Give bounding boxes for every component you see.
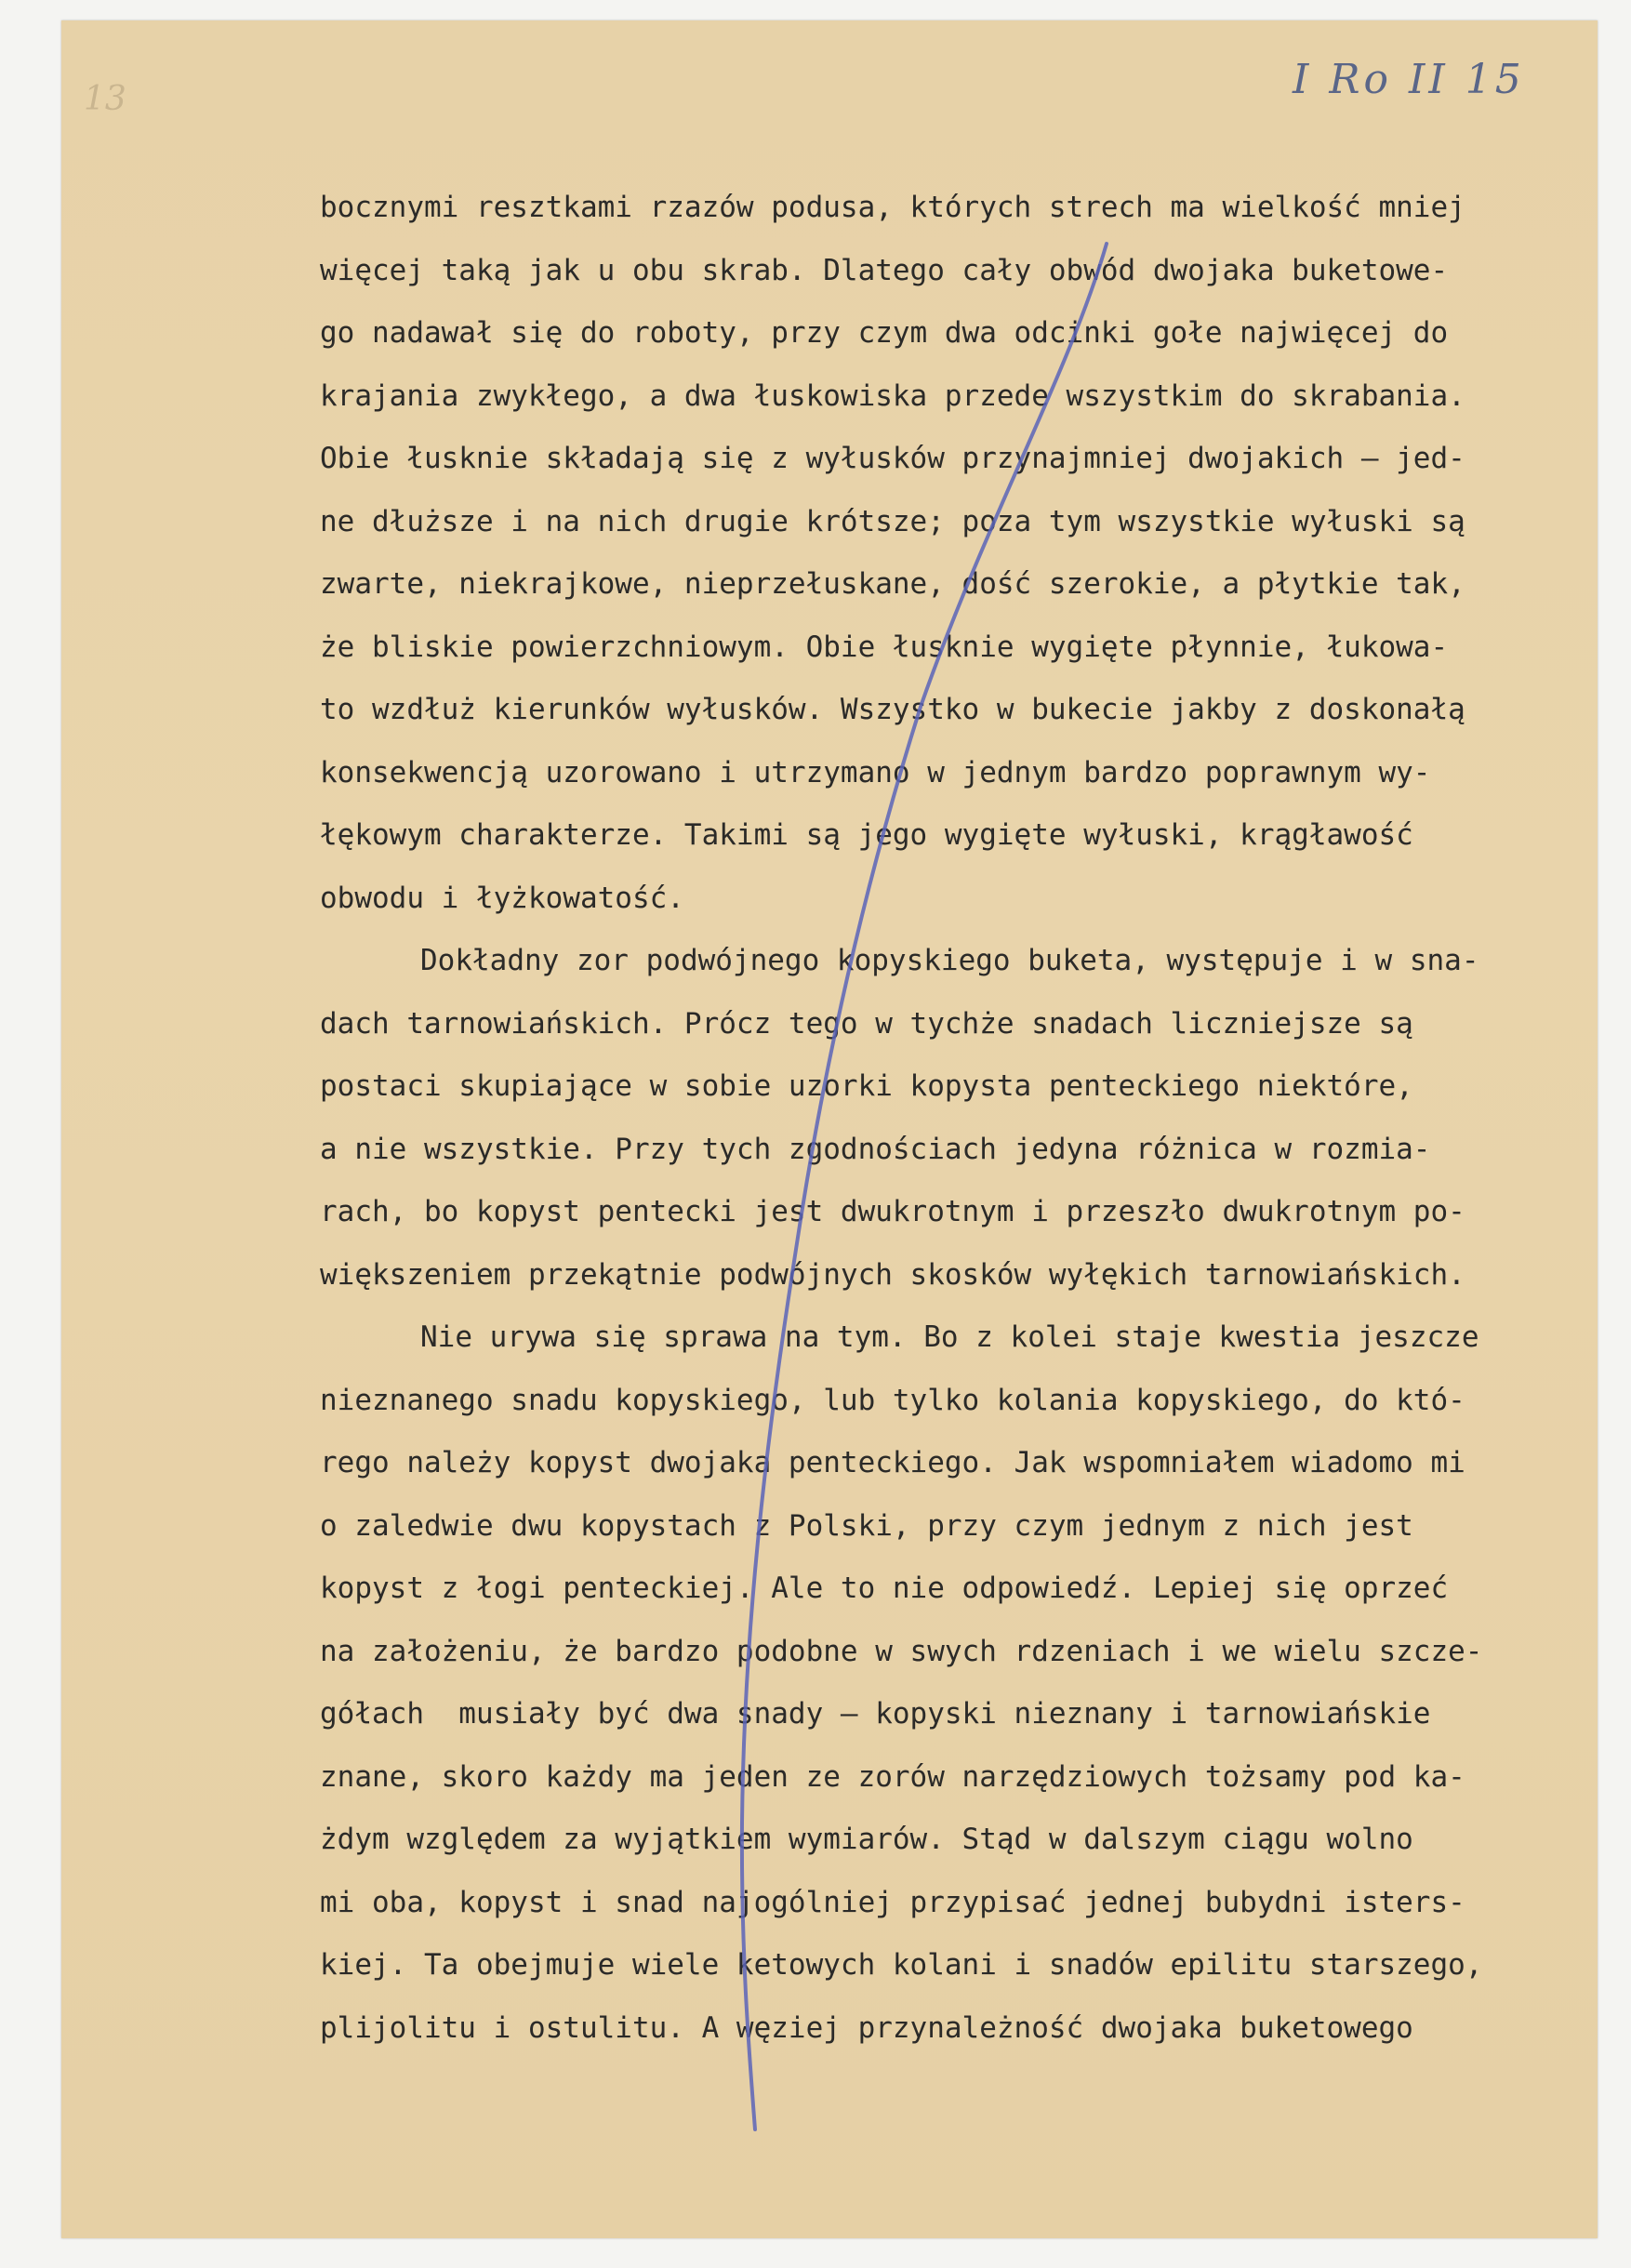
text-line: gółach musiały być dwa snady — kopyski nieznany i tarnowiańskie [320, 1697, 1431, 1731]
text-line: o zaledwie dwu kopystach z Polski, przy czym jednym z nich jest [320, 1508, 1413, 1543]
text-line: nieznanego snadu kopyskiego, lub tylko kolania kopyskiego, do któ- [320, 1383, 1465, 1417]
text-line: żdym względem za wyjątkiem wymiarów. Stąd w dalszym ciągu wolno [320, 1823, 1413, 1856]
text-line: to wzdłuż kierunków wyłusków. Wszystko w bukecie jakby z doskonałą [320, 693, 1465, 726]
text-line: znane, skoro każdy ma jeden ze zorów narzędziowych tożsamy pod ka- [320, 1759, 1465, 1794]
archive-signature-mark: I Ro II 15 [1293, 56, 1525, 103]
text-line: więcej taką jak u obu skrab. Dlatego cały obwód dwojaka buketowe- [320, 253, 1449, 287]
text-line: krajania zwykłego, a dwa łuskowiska przede wszystkim do skrabania. [320, 378, 1465, 413]
text-line: że bliskie powierzchniowym. Obie łusknie wygięte płynnie, łukowa- [320, 630, 1449, 664]
text-line: zwarte, niekrajkowe, nieprzełuskane, dość szerokie, a płytkie tak, [320, 567, 1465, 601]
text-line: Obie łusknie składają się z wyłusków przynajmniej dwojakich — jed- [320, 442, 1465, 475]
text-line: plijolitu i ostulitu. A węziej przynależność dwojaka buketowego [320, 2010, 1413, 2045]
typewritten-text [320, 177, 1594, 2060]
text-line: rego należy kopyst dwojaka penteckiego. Jak wspomniałem wiadomo mi [320, 1446, 1465, 1479]
paragraph-start-line: Dokładny zor podwójnego kopyskiego buketa, występuje i w sna- [420, 944, 1479, 977]
text-line: dach tarnowiańskich. Prócz tego w tychże snadach liczniejsze są [320, 1006, 1413, 1041]
text-line: postaci skupiające w sobie uzorki kopysta penteckiego niektóre, [320, 1069, 1413, 1103]
text-line: mi oba, kopyst i snad najogólniej przypisać jednej bubydni isters- [320, 1885, 1465, 1919]
text-line: rach, bo kopyst pentecki jest dwukrotnym i przeszło dwukrotnym po- [320, 1195, 1465, 1228]
pencil-page-number: 13 [84, 80, 126, 118]
text-line: większeniem przekątnie podwójnych skosków wyłękich tarnowiańskich. [320, 1257, 1465, 1292]
paragraph-start-line: Nie urywa się sprawa na tym. Bo z kolei staje kwestia jeszcze [420, 1320, 1479, 1354]
text-line: konsekwencją uzorowano i utrzymano w jednym bardzo poprawnym wy- [320, 755, 1431, 789]
text-line: obwodu i łyżkowatość. [320, 881, 684, 915]
text-line: go nadawał się do roboty, przy czym dwa odcinki gołe najwięcej do [320, 316, 1449, 350]
text-line: łękowym charakterze. Takimi są jego wygięte wyłuski, krągławość [320, 818, 1413, 852]
text-line: bocznymi resztkami rzazów podusa, których strech ma wielkość mniej [320, 191, 1465, 224]
text-line: kopyst z łogi penteckiej. Ale to nie odpowiedź. Lepiej się oprzeć [320, 1572, 1449, 1605]
text-line: a nie wszystkie. Przy tych zgodnościach jedyna różnica w rozmia- [320, 1132, 1431, 1166]
text-line: na założeniu, że bardzo podobne w swych rdzeniach i we wielu szcze- [320, 1634, 1483, 1668]
text-line: kiej. Ta obejmuje wiele ketowych kolani i snadów epilitu starszego, [320, 1948, 1483, 1982]
text-line: ne dłuższe i na nich drugie krótsze; poza tym wszystkie wyłuski są [320, 504, 1465, 538]
